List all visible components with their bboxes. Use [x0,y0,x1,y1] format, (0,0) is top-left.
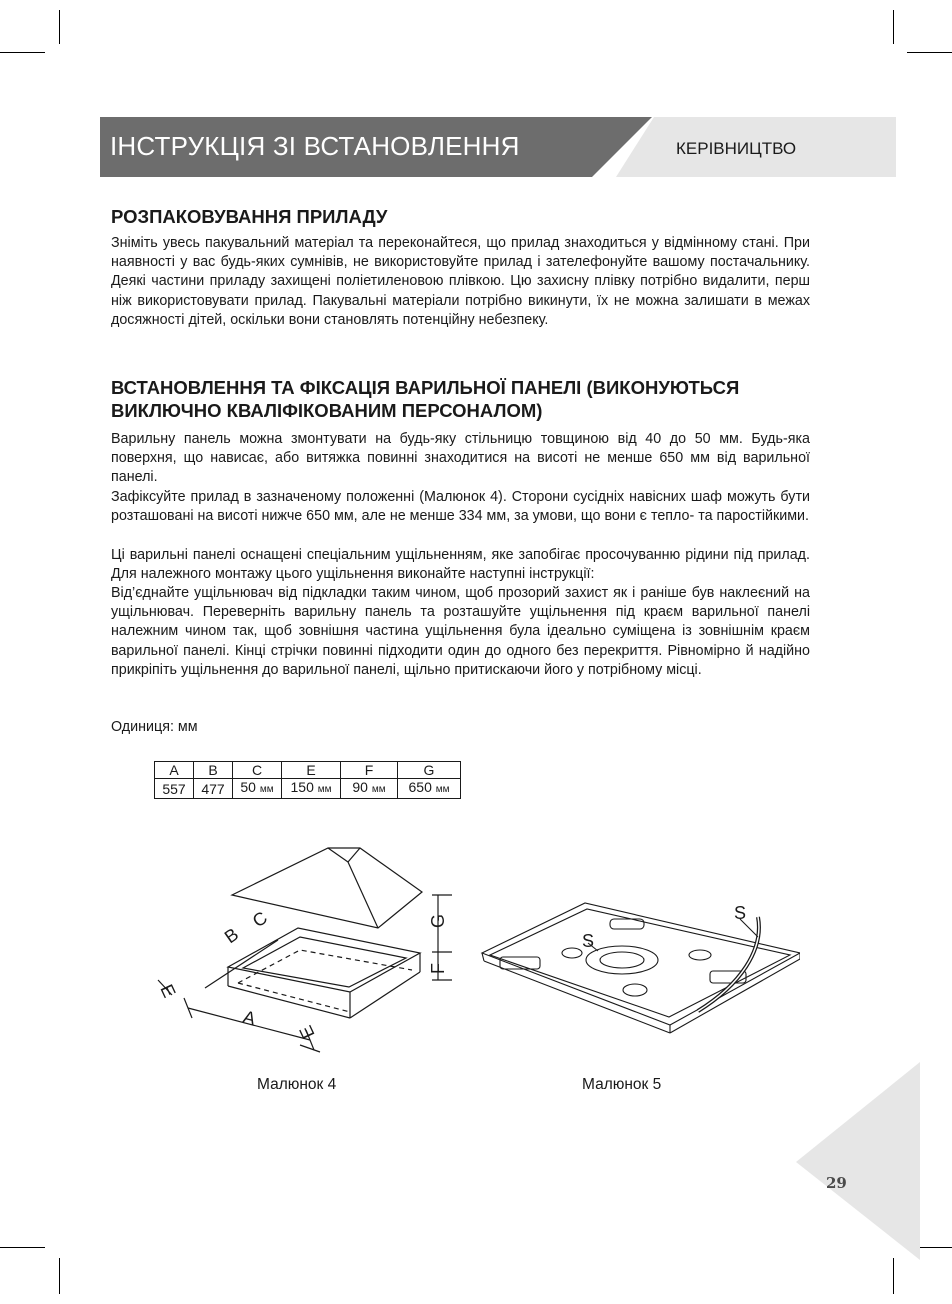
label-b: B [220,924,243,948]
crop-mark [59,10,60,44]
page-corner [796,1062,920,1260]
dim-header: C [233,762,282,779]
installation-para-4: Від’єднайте ущільнювач від підкладки таким чином, щоб прозорий захист як і раніше був наклеєний на ущільнювач. Переверніть варильну панель та розташуйте ущільнення під краєм варильної панелі належним чином так, щоб зовнішня частина ущільнення була ідеально суміщена із зовнішнім краєм варильної панелі. Кінці стрічки повинні підходити один до одного без перекриття. Рівномірно й надійно прикріпіть ущільнення до варильної панелі, щільно притискаючи його у потрібному місці. [111,585,810,678]
dimensions-value-row [155,779,461,799]
dimensions-table [154,761,461,799]
dim-value: 650 мм [398,779,461,799]
crop-mark [893,1258,894,1294]
label-a: A [240,1006,258,1029]
dim-header: A [155,762,194,779]
heading-line-2: ВИКЛЮЧНО КВАЛІФІКОВАНИМ ПЕРСОНАЛОМ) [111,400,543,421]
dim-value: 90 мм [341,779,398,799]
heading-line-1: ВСТАНОВЛЕННЯ ТА ФІКСАЦІЯ ВАРИЛЬНОЇ ПАНЕЛІ (ВИКОНУЮТЬСЯ [111,377,740,398]
unit-label: Одиниця: мм [111,719,198,735]
crop-mark [0,1247,45,1248]
label-e-bottom: E [295,1022,319,1042]
dim-header: E [282,762,341,779]
figure-4-drawing [150,840,470,1055]
dimensions-header-row [155,762,461,779]
crop-mark [0,52,45,53]
label-c: C [248,907,271,932]
crop-mark [893,10,894,44]
section-heading-installation [111,376,739,422]
label-s-left: S [582,931,595,951]
section-heading-unpacking: РОЗПАКОВУВАННЯ ПРИЛАДУ [111,206,388,227]
crop-mark [907,52,952,53]
figure-5-caption: Малюнок 5 [582,1076,662,1093]
dim-header: B [194,762,233,779]
installation-para-1: Варильну панель можна змонтувати на будь-яку стільницю товщиною від 40 до 50 мм. Будь-яка поверхня, що нависає, або витяжка повинні знаходитися на висоті не менше 650 мм від варильної панелі. [111,431,810,486]
page-number: 29 [826,1174,847,1192]
label-f: F [428,963,448,974]
dim-header: F [341,762,398,779]
dim-value: 477 [194,779,233,799]
dim-header: G [398,762,461,779]
label-s-right: S [734,903,747,923]
dim-value: 50 мм [233,779,282,799]
figure-5-drawing [470,895,800,1040]
header-subtitle: КЕРІВНИЦТВО [676,139,797,158]
figure-4-caption: Малюнок 4 [257,1076,337,1093]
installation-para-3: Ці варильні панелі оснащені спеціальним ущільненням, яке запобігає просочуванню рідини під прилад. Для належного монтажу цього ущільнення виконайте наступні інструкції: [111,547,810,583]
label-e-left: E [156,981,180,1001]
header-title: ІНСТРУКЦІЯ ЗІ ВСТАНОВЛЕННЯ [110,131,520,161]
dim-value: 150 мм [282,779,341,799]
installation-para-2: Зафіксуйте прилад в зазначеному положенні (Малюнок 4). Сторони сусідніх навісних шаф можуть бути розташовані на висоті нижче 650 мм, але не менше 334 мм, за умови, що вони є тепло- та паростійкими. [111,489,810,525]
crop-mark [59,1258,60,1294]
dim-value: 557 [155,779,194,799]
page-corner-shape [796,1062,920,1260]
unpacking-text: Зніміть увесь пакувальний матеріал та переконайтеся, що прилад знаходиться у відмінному стані. При наявності у вас будь-яких сумнівів, не використовуйте прилад і зателефонуйте вашому постачальнику. Деякі частини приладу захищені поліетиленовою плівкою. Цю захисну плівку потрібно видалити, перш ніж використовувати прилад. Пакувальні матеріали потрібно викинути, їх не можна залишати в межах досяжності дітей, оскільки вони становлять потенційну небезпеку. [111,235,810,328]
hob-rim [490,909,790,1017]
label-g: G [428,913,448,928]
